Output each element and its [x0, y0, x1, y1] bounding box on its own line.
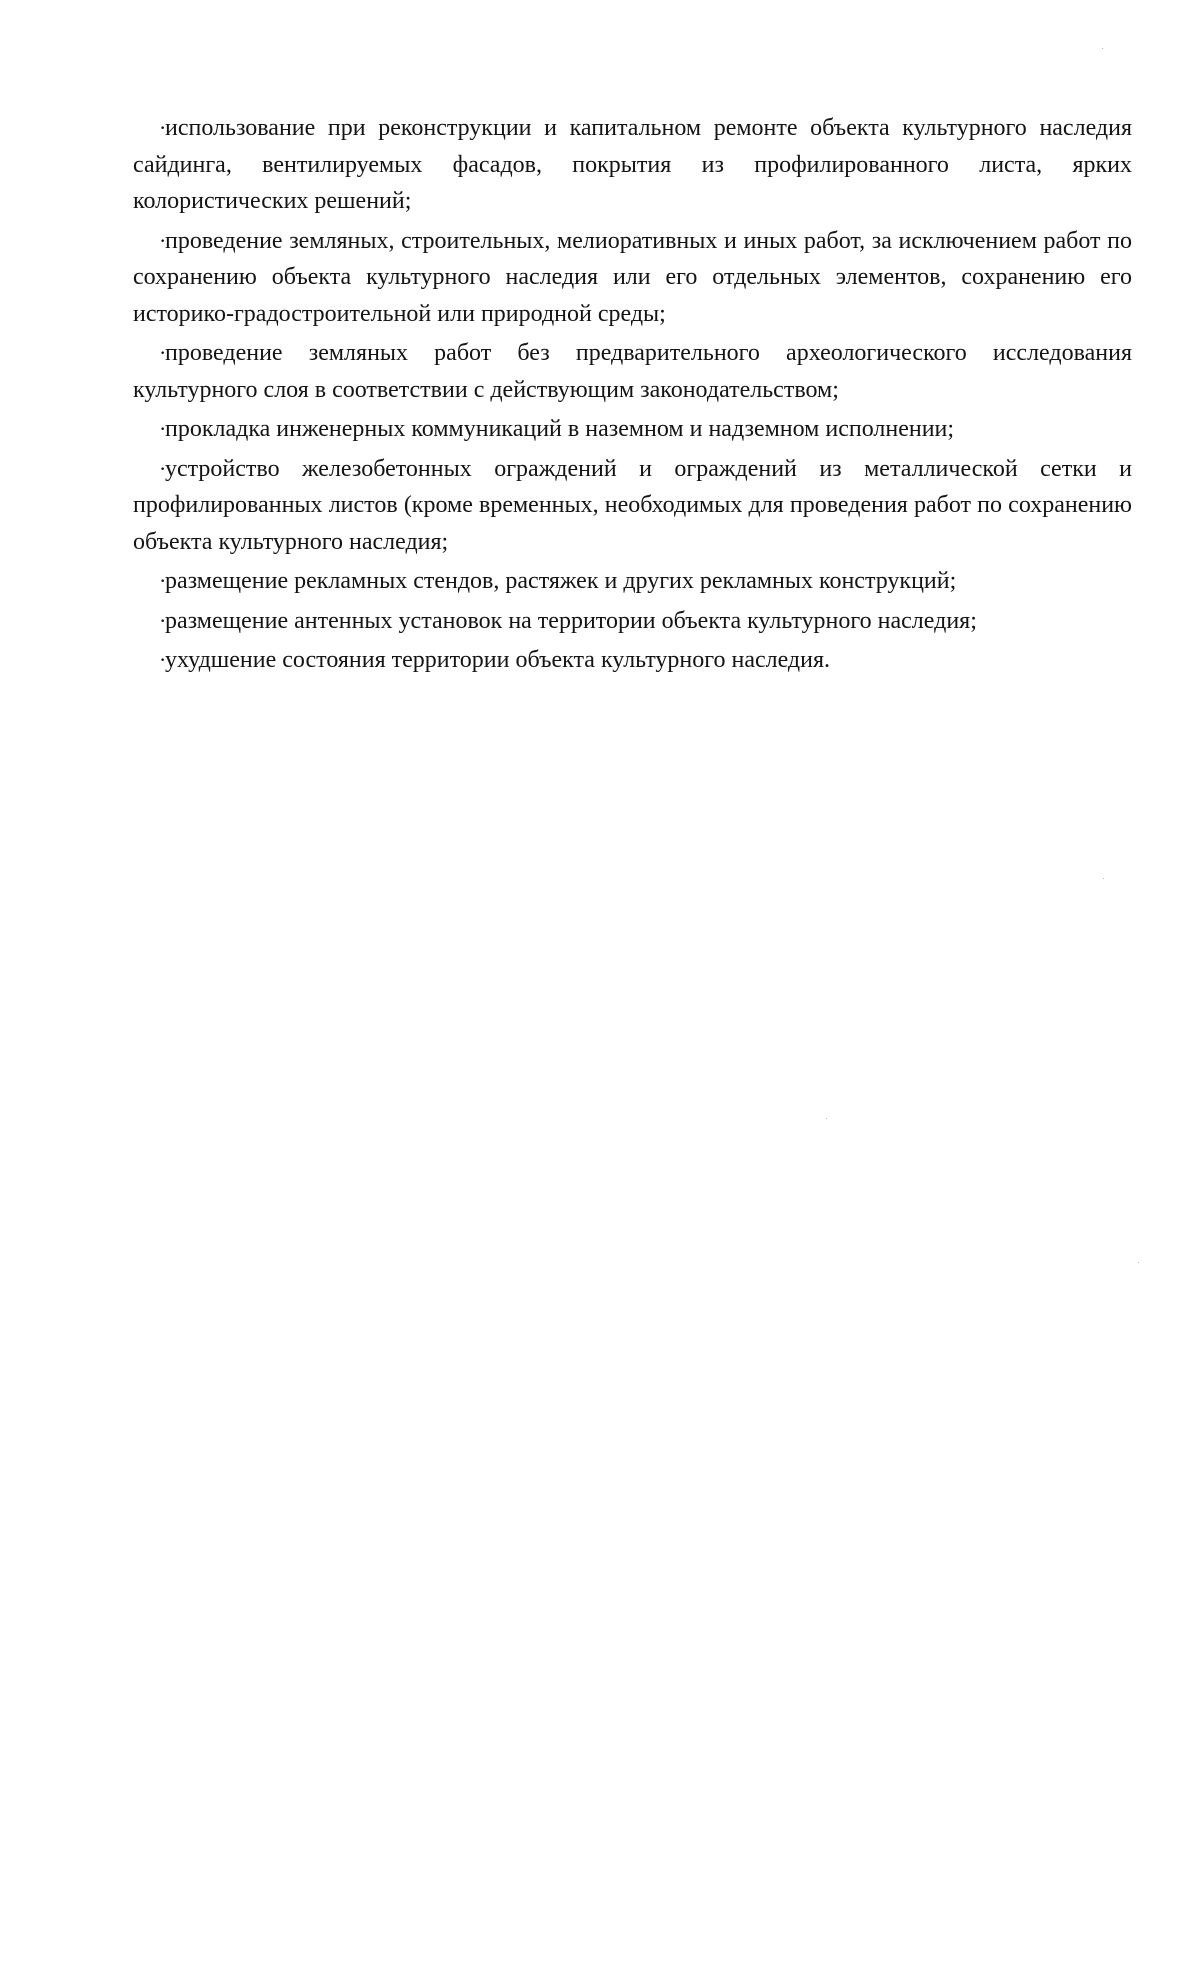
list-item: ·прокладка инженерных коммуникаций в наземном и надземном исполнении;: [159, 416, 955, 442]
list-item: ·ухудшение состояния территории объекта культурного наследия.: [159, 647, 831, 673]
list-item-text: проведение земляных, строительных, мелиоративных и иных работ, за исключением работ по сохранению объекта культурного наследия или его отдельных элементов, сохранению его историко-градостроительной или природной среды;: [133, 227, 1132, 327]
scan-speck: [1102, 48, 1103, 49]
list-item: ·размещение рекламных стендов, растяжек и других рекламных конструкций;: [159, 568, 957, 594]
list-item-text: использование при реконструкции и капитальном ремонте объекта культурного наследия сайдинга, вентилируемых фасадов, покрытия из профилированного листа, ярких колористических решений;: [133, 115, 1132, 214]
list-item: ·устройство железобетонных ограждений и ограждений из металлической сетки и профилированных листов (кроме временных, необходимых для проведения работ по сохранению объекта культурного наследия;: [133, 455, 1132, 555]
list-item-text: прокладка инженерных коммуникаций в наземном и надземном исполнении;: [165, 416, 955, 442]
list-item-text: устройство железобетонных ограждений и ограждений из металлической сетки и профилированных листов (кроме временных, необходимых для проведения работ по сохранению объекта культурного наследия;: [133, 455, 1132, 555]
list-item-text: ухудшение состояния территории объекта культурного наследия.: [165, 647, 831, 673]
list-item-text: проведение земляных работ без предварительного археологического исследования культурного слоя в соответствии с действующим законодательством;: [133, 340, 1132, 403]
scan-speck: [1103, 878, 1104, 879]
restrictions-list: [133, 110, 1132, 682]
scan-speck: [826, 1118, 827, 1119]
list-item: ·использование при реконструкции и капитальном ремонте объекта культурного наследия сайдинга, вентилируемых фасадов, покрытия из профилированного листа, ярких колористических решений;: [133, 115, 1132, 214]
list-item: ·размещение антенных установок на территории объекта культурного наследия;: [159, 607, 977, 634]
list-item: ·проведение земляных, строительных, мелиоративных и иных работ, за исключением работ по сохранению объекта культурного наследия или его отдельных элементов, сохранению его историко-градостроительной или природной среды;: [133, 227, 1132, 327]
scan-speck: [1138, 1262, 1139, 1263]
list-item: ·проведение земляных работ без предварительного археологического исследования культурного слоя в соответствии с действующим законодательством;: [133, 340, 1132, 403]
list-item-text: размещение рекламных стендов, растяжек и других рекламных конструкций;: [165, 568, 957, 594]
list-item-text: размещение антенных установок на территории объекта культурного наследия;: [165, 607, 977, 634]
